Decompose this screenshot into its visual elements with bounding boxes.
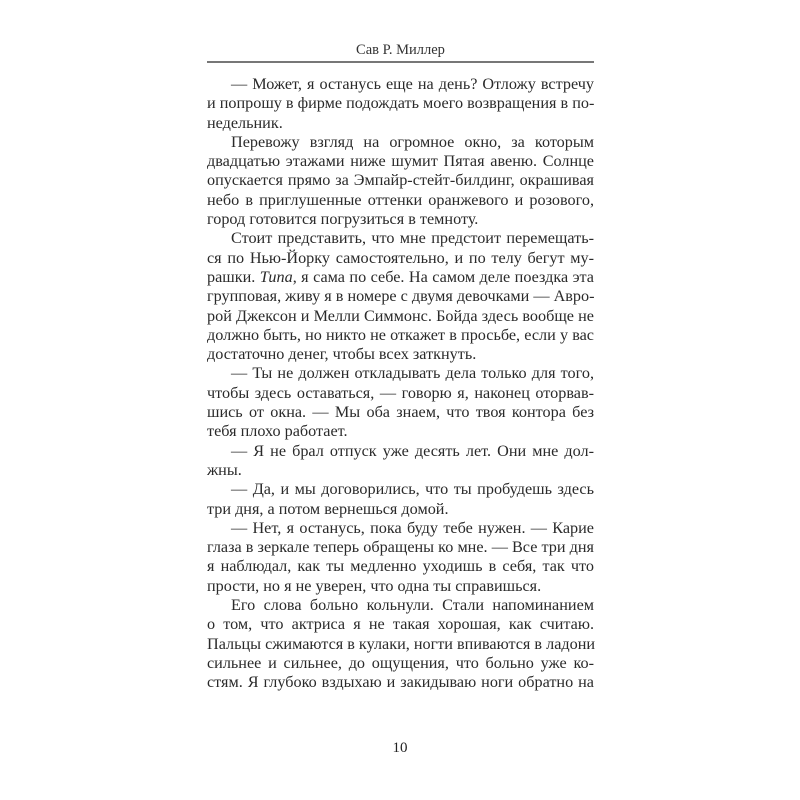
text-span: я наблюдал, как ты медленно уходишь в себя, так что — [207, 557, 594, 576]
text-span: , я сама по себе. На самом деле поездка эта — [292, 267, 594, 286]
text-line — [207, 114, 594, 133]
italic-text: Типа — [259, 267, 293, 286]
text-line — [207, 210, 594, 229]
text-span: — Ты не должен откладывать дела только для того, — [231, 364, 594, 383]
text-span: жны. — [207, 460, 242, 479]
text-line — [207, 519, 594, 538]
text-line — [207, 307, 594, 326]
text-line — [207, 75, 594, 94]
text-line — [207, 480, 594, 499]
text-span: Перевожу взгляд на огромное окно, за которым — [231, 132, 594, 151]
text-span: глаза в зеркале теперь обращены ко мне. — Все три дня — [207, 538, 594, 557]
text-line — [207, 615, 594, 634]
text-line — [207, 191, 594, 210]
text-span: небо в приглушенные оттенки оранжевого и розового, — [207, 190, 594, 209]
text-line — [207, 422, 594, 441]
text-span: опускается прямо за Эмпайр-стейт-билдинг, окрашивая — [207, 171, 594, 190]
text-span: прости, но я не уверен, что одна ты справишься. — [207, 576, 542, 595]
text-span: о том, что актриса я не такая хорошая, как считаю. — [207, 615, 594, 634]
text-line — [207, 442, 594, 461]
text-line — [207, 500, 594, 519]
text-span: город готовится погрузиться в темноту. — [207, 210, 479, 229]
text-span: рой Джексон и Мелли Симмонс. Бойда здесь вообще не — [207, 306, 594, 325]
page-number: 10 — [392, 740, 408, 756]
text-span: недельник. — [207, 113, 283, 132]
text-line — [207, 557, 594, 576]
text-line — [207, 133, 594, 152]
text-line — [207, 673, 594, 692]
text-span: — Да, и мы договорились, что ты пробудешь здесь — [231, 480, 594, 499]
text-line — [207, 171, 594, 190]
text-span: ся по Нью-Йорку самостоятельно, и по телу бегут му- — [207, 248, 594, 267]
text-span: тебя плохо работает. — [207, 422, 348, 441]
text-line — [207, 538, 594, 557]
text-span: должно быть, но никто не откажет в просьбе, если у вас — [207, 325, 594, 344]
text-span: — Может, я останусь еще на день? Отложу встречу — [231, 75, 594, 93]
text-line — [207, 345, 594, 364]
body-text — [207, 75, 594, 693]
text-span: достаточно денег, чтобы всех заткнуть. — [207, 345, 477, 364]
text-span: Его слова больно кольнули. Стали напоминанием — [231, 596, 594, 615]
text-line — [207, 577, 594, 596]
text-line — [207, 268, 594, 287]
text-line — [207, 364, 594, 383]
text-line — [207, 384, 594, 403]
text-span: сильнее и сильнее, до ощущения, что больно уже ко- — [207, 653, 594, 672]
text-line — [207, 249, 594, 268]
text-span: двадцатью этажами ниже шумит Пятая авеню. Солнце — [207, 152, 594, 171]
text-span: стям. Я глубоко вздыхаю и закидываю ноги обратно на — [207, 673, 594, 692]
text-line — [207, 461, 594, 480]
text-span: — Я не брал отпуск уже десять лет. Они мне дол- — [231, 441, 594, 460]
text-span: и попрошу в фирме подождать моего возвращения в по- — [207, 94, 595, 113]
text-line — [207, 94, 594, 113]
text-line — [207, 229, 594, 248]
text-span: Стоит представить, что мне предстоит перемещать- — [231, 229, 594, 248]
text-line — [207, 152, 594, 171]
text-span: групповая, живу я в номере с двумя девочками — Авро- — [207, 287, 595, 306]
text-line — [207, 326, 594, 345]
text-span: шись от окна. — Мы оба знаем, что твоя контора без — [207, 403, 594, 422]
text-line — [207, 654, 594, 673]
text-line — [207, 635, 594, 654]
text-line — [207, 596, 594, 615]
text-line — [207, 403, 594, 422]
header-rule — [207, 61, 594, 63]
text-line — [207, 287, 594, 306]
text-span: три дня, а потом вернешься домой. — [207, 499, 449, 518]
text-span: — Нет, я останусь, пока буду тебе нужен. — Карие — [231, 518, 594, 537]
text-span: Пальцы сжимаются в кулаки, ногти впиваются в ладони — [207, 634, 596, 653]
text-span: чтобы здесь оставаться, — говорю я, наконец оторвав- — [207, 383, 594, 402]
text-span: рашки. — [207, 267, 260, 286]
running-header: Сав Р. Миллер — [356, 42, 445, 58]
